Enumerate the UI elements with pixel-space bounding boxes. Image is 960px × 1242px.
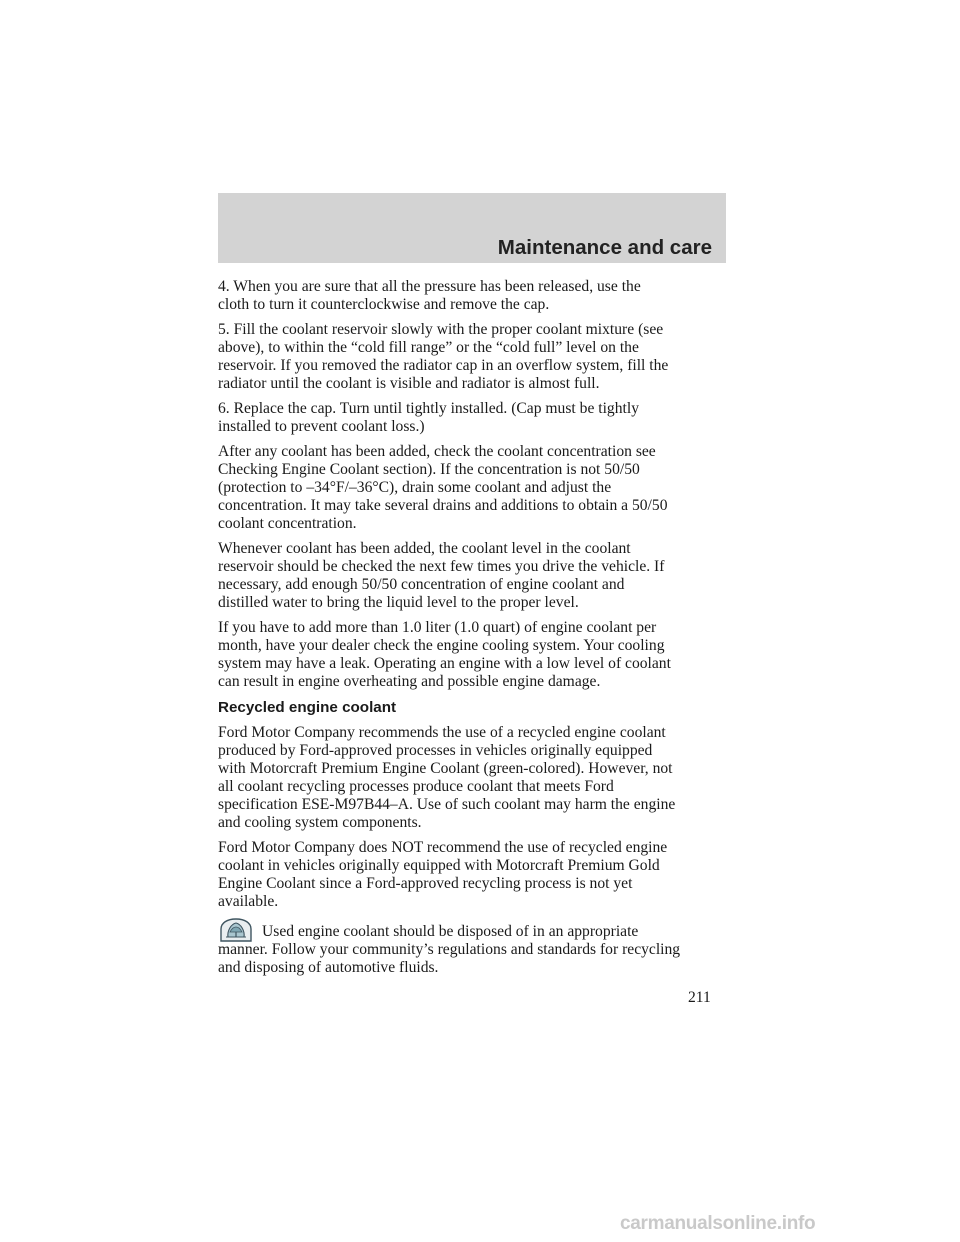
text-line: and disposing of automotive fluids. [218, 959, 439, 976]
recycled-coolant-heading: Recycled engine coolant [218, 699, 397, 716]
text-line: concentration. It may take several drains and additions to obtain a 50/50 [218, 497, 668, 514]
text-line: specification ESE-M97B44–A. Use of such coolant may harm the engine [218, 796, 676, 813]
text-line: can result in engine overheating and possible engine damage. [218, 673, 601, 690]
text-line: 4. When you are sure that all the pressure has been released, use the [218, 278, 641, 295]
recycled-recommend-paragraph [218, 724, 730, 832]
text-line: and cooling system components. [218, 814, 422, 831]
text-line: coolant concentration. [218, 515, 357, 532]
text-line: Engine Coolant since a Ford-approved recycling process is not yet [218, 875, 633, 892]
text-line: Whenever coolant has been added, the coolant level in the coolant [218, 540, 631, 557]
text-line: After any coolant has been added, check the coolant concentration see [218, 443, 656, 460]
text-line: Ford Motor Company recommends the use of a recycled engine coolant [218, 724, 666, 741]
text-line: reservoir. If you removed the radiator cap in an overflow system, fill the [218, 357, 669, 374]
text-line: above), to within the “cold fill range” or the “cold full” level on the [218, 339, 639, 356]
text-line: 6. Replace the cap. Turn until tightly installed. (Cap must be tightly [218, 400, 639, 417]
text-line: produced by Ford-approved processes in vehicles originally equipped [218, 742, 653, 759]
site-watermark: carmanualsonline.info [620, 1213, 816, 1234]
text-line: If you have to add more than 1.0 liter (1.0 quart) of engine coolant per [218, 619, 657, 636]
text-line: distilled water to bring the liquid level to the proper level. [218, 594, 579, 611]
coolant-level-paragraph [218, 540, 730, 612]
leak-warning-paragraph [218, 619, 730, 691]
text-line: Ford Motor Company does NOT recommend the use of recycled engine [218, 839, 668, 856]
text-line: Used engine coolant should be disposed of in an appropriate [262, 923, 639, 940]
text-line: with Motorcraft Premium Engine Coolant (green-colored). However, not [218, 760, 673, 777]
text-line: manner. Follow your community’s regulations and standards for recycling [218, 941, 681, 958]
text-line: month, have your dealer check the engine cooling system. Your cooling [218, 637, 665, 654]
page-number: 211 [688, 989, 711, 1006]
text-line: (protection to –34°F/–36°C), drain some coolant and adjust the [218, 479, 612, 496]
concentration-paragraph [218, 443, 730, 533]
recycled-not-recommend-paragraph [218, 839, 730, 911]
header-band [218, 193, 726, 263]
text-line: Checking Engine Coolant section). If the concentration is not 50/50 [218, 461, 640, 478]
text-line: radiator until the coolant is visible and radiator is almost full. [218, 375, 600, 392]
text-line: installed to prevent coolant loss.) [218, 418, 425, 435]
text-line: reservoir should be checked the next few times you drive the vehicle. If [218, 558, 665, 575]
text-line: 5. Fill the coolant reservoir slowly with the proper coolant mixture (see [218, 321, 664, 338]
text-line: all coolant recycling processes produce coolant that meets Ford [218, 778, 614, 795]
page-content [218, 278, 730, 984]
tree-icon [218, 917, 254, 943]
text-line: available. [218, 893, 279, 910]
text-line: cloth to turn it counterclockwise and remove the cap. [218, 296, 550, 313]
step-6-paragraph [218, 400, 730, 436]
environment-note [218, 923, 730, 977]
step-5-paragraph [218, 321, 730, 393]
step-4-paragraph [218, 278, 730, 314]
text-line: necessary, add enough 50/50 concentration of engine coolant and [218, 576, 625, 593]
text-line: system may have a leak. Operating an engine with a low level of coolant [218, 655, 671, 672]
text-line: coolant in vehicles originally equipped with Motorcraft Premium Gold [218, 857, 660, 874]
section-title: Maintenance and care [497, 236, 712, 259]
